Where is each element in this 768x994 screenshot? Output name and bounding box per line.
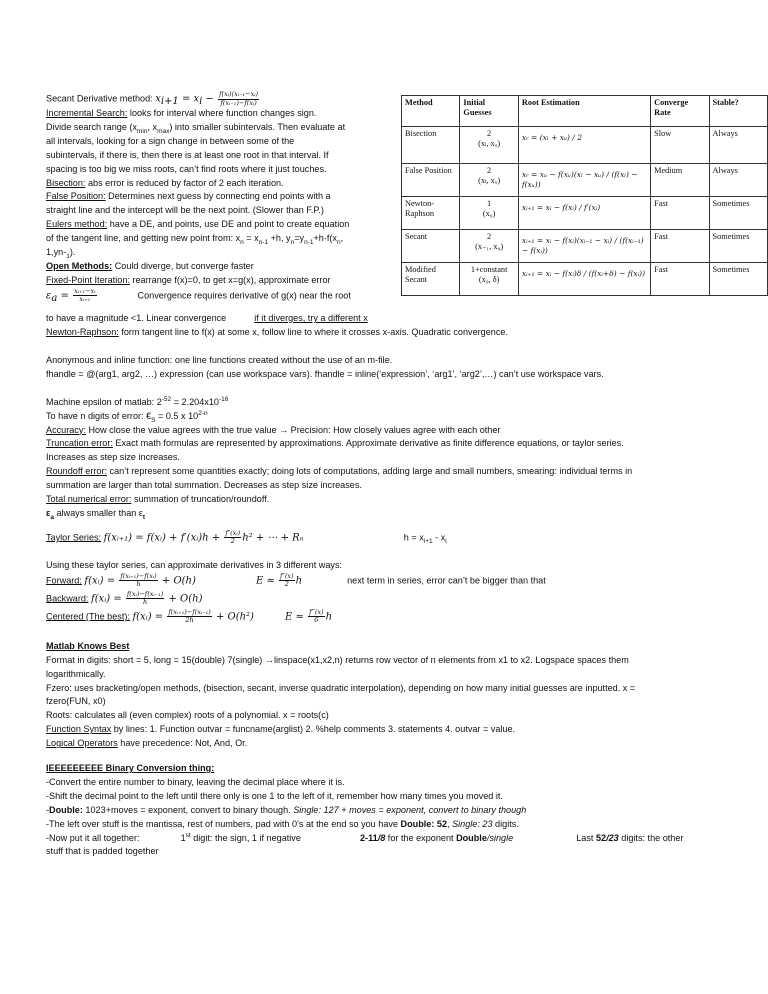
truncation-note: Truncation error: Exact math formulas are represented by approximations. Approximate derivative as finite difference equations, or taylor series. (46, 438, 624, 449)
centered-difference: Centered (The best): f(xᵢ) = $\frac{\text{f(xᵢ₊₁)−f(xᵢ₋₁)}}{2h}$ + O(h²) E ≈ $\frac{f‴(x)}{6}$ h (46, 607, 333, 625)
incremental-search: Incremental Search: looks for interval where function changes sign. (46, 108, 317, 118)
backward-difference: Backward: f(xᵢ) = $\frac{\text{f(xᵢ)−f(xᵢ₋₁)}}{h}$ + O(h) (46, 589, 203, 607)
accuracy-note: Accuracy: How close the value agrees with the true value → Precision: How closely values agree with each other (46, 424, 501, 435)
magnitude-line: to have a magnitude <1. Linear convergence if it diverges, try a different x (46, 313, 368, 323)
false-position-note: False Position: Determines next guess by connecting end points with a (46, 191, 331, 202)
forward-difference: Forward: f(xᵢ) = $\frac{\text{f(xᵢ₊₁)−f(xᵢ)}}{h}$ + O(h) E ≈ $\frac{f''(x)}{2}$ h next term in series, error can’t be bigger than that (46, 571, 546, 589)
matlab-heading: Matlab Knows Best (46, 640, 130, 651)
function-syntax-note: Function Syntax by lines: 1. Function outvar = funcname(arglist) 2. %help comments 3. statements 4. outvar = value. (46, 724, 516, 735)
bisection-note: Bisection: abs error is reduced by factor of 2 each iteration. (46, 177, 284, 188)
cheat-sheet-page: Secant Derivative method: $x_{i+1} = x_i$ − $\frac{\text{f(xᵢ)(xᵢ₋₁−xᵢ)}}{\text{f(xᵢ₋₁)−f(xᵢ)}}$ Incremental Search: looks for interval where function changes sign. Divide search range ($x_{min}$, $x_{max}$) into smaller subintervals. Then evaluate at all intervals, looking for a sign change in between some of the subintervals, if there is, then there is at least one root in that interval. If spacing is too big we miss roots, can’t find roots where it just touches. Bisection: abs error is reduced by factor of 2 each iteration. False Position: Determines next guess by connecting end points with a straight line and the intercept will be the next point. (Slower than F.P.) Eulers method: have a DE, and points, use DE and point to create equation of the tangent line, and getting new point from: $x_n = x_{n-1} +h$, $y_n=y_{n-1}+h\cdot f(x_n$, $1,yn-_1$). Open Methods: Could diverge, but converge faster Fixed-Point Iteration: rearrange f(x)=0, to get x=g(x), approximate error $\varepsilon_a$ = $\frac{\text{xᵢ₊₁−xᵢ}}{\text{xᵢ₊₁}}$ Convergence requires derivative of g(x) near the root Method Initial Guesses Root Estimation Converge Rate Stable? Bisection 2 (xₗ, xᵤ) xᵣ = (xₗ + xᵤ) / 2 Slow Always False Position 2 (xₗ, xᵤ) xᵣ = xᵤ − f(xᵤ)(xₗ − xᵤ) / (f(xₗ) − f(xᵤ)) Medium Always Newton-Raphson 1 (x₀) xᵢ₊₁ = xᵢ − f(xᵢ) / f′(xᵢ) Fast Sometimes Secant 2 (x₋₁, x₀) xᵢ₊₁ = xᵢ − f(xᵢ)(xᵢ₋₁ − xᵢ) / (f(xᵢ₋₁) − f(xᵢ)) Fast Sometimes Modified Secant 1+constant (x₀, δ) xᵢ₊₁ = xᵢ − f(xᵢ)δ / (f(xᵢ+δ) − f(xᵢ)) Fast Sometimes to have a magnitude <1. Linear convergence if it diverges, try a different x Newton-Raphson: form tangent line to f(x) at some x, follow line to where it crosses x-axis. Quadratic convergence. Anonymous and inline function: one line functions created without the use of an m-file. fhandle = @(arg1, arg2, …) expression (can use workspace vars). fhandle = inline(‘expression’, ‘arg1’, ‘arg2’,…) can’t use workspace vars. Machine epsilon of matlab: $2^{-52} = 2.204x10^{-16}$ To have n digits of error: $€_S = 0.5$ x 10$^{2-n}$ Accuracy: How close the value agrees with the true value → Precision: How closely values agree with each other Truncation error: Exact math formulas are represented by approximations. Approximate derivative as finite difference equations, or taylor series. Increases as step size increases. Roundoff error: can’t represent some quantities exactly; doing lots of computations, adding large and small numbers, smearing: individual terms in summation are larger than total summation. Decreases as step size increases. Total numerical error: summation of truncation/roundoff. $\varepsilon_a$ always smaller than $\varepsilon_t$ Taylor Series: f(xᵢ₊₁) = f(xᵢ) + f′(xᵢ)h + $\frac{\text{f″(xᵢ)}}{2}$ h² + ⋯ + Rₙ $h = x_{i+1} - x_i$ Using these taylor series, can approximate derivatives in 3 different ways: Forward: f(xᵢ) = $\frac{\text{f(xᵢ₊₁)−f(xᵢ)}}{h}$ + O(h) E ≈ $\frac{f''(x)}{2}$ h next term in series, error can’t be bigger than that Backward: f(xᵢ) = $\frac{\text{f(xᵢ)−f(xᵢ₋₁)}}{h}$ + O(h) Centered (The best): f(xᵢ) = $\frac{\text{f(xᵢ₊₁)−f(xᵢ₋₁)}}{2h}$ + O(h²) E ≈ $\frac{f‴(x)}{6}$ h Matlab Knows Best Format in digits: short = 5, long = 15(double) 7(single) →linspace(x1,x2,n) returns row vector of n elements from x1 to x2. Logspace spaces them logarithmically. Fzero: uses bracketing/open methods, (bisection, secant, inverse quadratic interpolation), depending on how many initial guesses are inputted. x = fzero(FUN, x0) Roots: calculates all (even complex) roots of a polynomial. x = roots(c) Function Syntax by lines: 1. Function outvar = funcname(arglist) 2. %help comments 3. statements 4. outvar = value. Logical Operators have precedence: Not, And, Or. IEEEEEEEEE Binary Conversion thing: -Convert the entire number to binary, leaving the decimal place where it is. -Shift the decimal point to the left until there only is one 1 to the left of it, remember how many times you moved it. -Double: 1023+moves = exponent, convert to binary though. Single: 127 + moves = exponent, convert to binary though -The left over stuff is the mantissa, rest of numbers, pad with 0’s at the end so you have Double: 52, Single: 23 digits. -Now put it all together: 1st digit: the sign, 1 if negative 2-11/8 for the exponent Double/single Last 52/23 digits: the other stuff that is padded together (46, 90, 721, 859)
anonymous-function-note: Anonymous and inline function: one line functions created without the use of an m-file. (46, 354, 393, 365)
newton-raphson-note: Newton-Raphson: form tangent line to f(x) at some x, follow line to where it crosses x-axis. Quadratic convergence. (46, 327, 508, 337)
secant-line: Secant Derivative method: $x_{i+1} = x_i$ − $\frac{\text{f(xᵢ)(xᵢ₋₁−xᵢ)}}{\text{f(xᵢ₋₁)−f(xᵢ)}}$ (46, 90, 259, 108)
open-methods-note: Open Methods: Could diverge, but converge faster (46, 260, 254, 271)
n-digits-error: To have n digits of error: $€_S = 0.5$ x 10$^{2-n}$ (46, 409, 208, 424)
table-row: Secant 2 (x₋₁, x₀) xᵢ₊₁ = xᵢ − f(xᵢ)(xᵢ₋₁ − xᵢ) / (f(xᵢ₋₁) − f(xᵢ)) Fast Sometimes (402, 230, 768, 263)
logical-operators-note: Logical Operators have precedence: Not, And, Or. (46, 738, 248, 749)
top-block (46, 90, 750, 326)
table-row: Bisection 2 (xₗ, xᵤ) xᵣ = (xₗ + xᵤ) / 2 Slow Always (402, 127, 768, 164)
eulers-note: Eulers method: have a DE, and points, use DE and point to create equation (46, 219, 350, 230)
table-header-row: Method Initial Guesses Root Estimation Converge Rate Stable? (402, 96, 768, 127)
ieee-heading: IEEEEEEEEE Binary Conversion thing: (46, 763, 215, 774)
table-row: Modified Secant 1+constant (x₀, δ) xᵢ₊₁ = xᵢ − f(xᵢ)δ / (f(xᵢ+δ) − f(xᵢ)) Fast Sometimes (402, 263, 768, 296)
numerical-methods-notes: Secant Derivative method: $x_{i+1} = x_i$ − $\frac{\text{f(xᵢ)(xᵢ₋₁−xᵢ)}}{\text{f(xᵢ₋₁)−f(xᵢ)}}$ Incremental Search: looks for interval where function changes sign. Divide search range ($x_{min}$, $x_{max}$) into smaller subintervals. Then evaluate at all intervals, looking for a sign change in between some of the subintervals, if there is, then there is at least one root in that interval. If spacing is too big we miss roots, can’t find roots where it just touches. Bisection: abs error is reduced by factor of 2 each iteration. False Position: Determines next guess by connecting end points with a straight line and the intercept will be the next point. (Slower than F.P.) Eulers method: have a DE, and points, use DE and point to create equation of the tangent line, and getting new point from: $x_n = x_{n-1} +h$, $y_n=y_{n-1}+h\cdot f(x_n$, $1,yn-_1$). Open Methods: Could diverge, but converge faster Fixed-Point Iteration: rearrange f(x)=0, to get x=g(x), approximate error $\varepsilon_a$ = $\frac{\text{xᵢ₊₁−xᵢ}}{\text{xᵢ₊₁}}$ Convergence requires derivative of g(x) near the root (46, 90, 392, 305)
fixed-point-error-fraction: $\frac{\text{xᵢ₊₁−xᵢ}}{\text{xᵢ₊₁}}$ (74, 286, 96, 304)
root-methods-table (401, 95, 768, 296)
table-row: False Position 2 (xₗ, xᵤ) xᵣ = xᵤ − f(xᵤ)(xₗ − xᵤ) / (f(xₗ) − f(xᵤ)) Medium Always (402, 164, 768, 197)
machine-epsilon: Machine epsilon of matlab: $2^{-52} = 2.204x10^{-16}$ (46, 395, 229, 407)
secant-fraction: $\frac{\text{f(xᵢ)(xᵢ₋₁−xᵢ)}}{\text{f(xᵢ₋₁)−f(xᵢ)}}$ (219, 90, 259, 107)
fixed-point-note: Fixed-Point Iteration: rearrange f(x)=0, to get x=g(x), approximate error (46, 274, 331, 285)
roundoff-note: Roundoff error: can’t represent some quantities exactly; doing lots of computations, adding large and small numbers, smearing: individual terms in (46, 466, 633, 477)
ea-line: $\varepsilon_a$ always smaller than $\varepsilon_t$ (46, 507, 146, 521)
taylor-series: Taylor Series: f(xᵢ₊₁) = f(xᵢ) + f′(xᵢ)h + $\frac{\text{f″(xᵢ)}}{2}$ h² + ⋯ + Rₙ $h = x_{i+1} - x_i$ (46, 528, 447, 546)
table-row: Newton-Raphson 1 (x₀) xᵢ₊₁ = xᵢ − f(xᵢ) / f′(xᵢ) Fast Sometimes (402, 197, 768, 230)
total-error-note: Total numerical error: summation of truncation/roundoff. (46, 494, 270, 505)
